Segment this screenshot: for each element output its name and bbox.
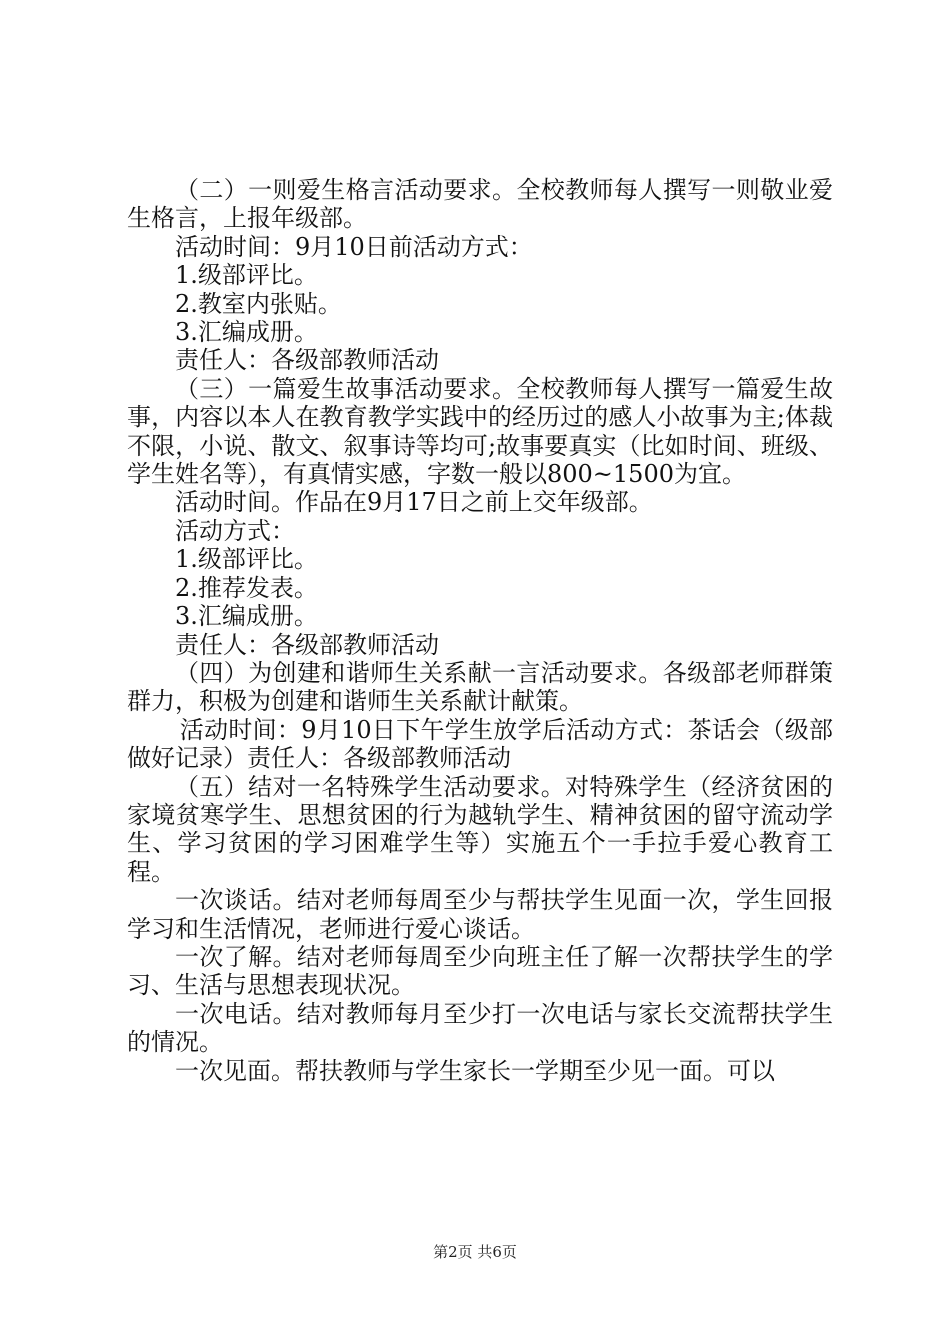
paragraph: 活动时间：9月10日下午学生放学后活动方式：茶话会（级部做好记录）责任人：各级部教师活动 — [127, 715, 833, 773]
paragraph: 3.汇编成册。 — [175, 318, 318, 347]
paragraph: （四）为创建和谐师生关系献一言活动要求。各级部老师群策群力，积极为创建和谐师生关系献计献策。 — [127, 658, 833, 716]
paragraph: （二）一则爱生格言活动要求。全校教师每人撰写一则敬业爱生格言，上报年级部。 — [127, 176, 833, 233]
paragraph: 3.汇编成册。 — [175, 602, 318, 631]
paragraph: 2.教室内张贴。 — [175, 289, 342, 318]
paragraph: 责任人：各级部教师活动 — [175, 630, 439, 659]
paragraph: 活动方式： — [175, 516, 295, 545]
paragraph: 1.级部评比。 — [175, 545, 318, 574]
paragraph: 1.级部评比。 — [175, 261, 318, 290]
paragraph: 2.推荐发表。 — [175, 573, 318, 602]
paragraph: （五）结对一名特殊学生活动要求。对特殊学生（经济贫困的家境贫寒学生、思想贫困的行为越轨学生、精神贫困的留守流动学生、学习贫困的学习困难学生等）实施五个一手拉手爱心教育工程。 — [127, 772, 833, 886]
paragraph: 活动时间：9月10日前活动方式： — [175, 232, 533, 261]
paragraph: 一次见面。帮扶教师与学生家长一学期至少见一面。可以 — [175, 1056, 775, 1085]
paragraph: 一次了解。结对老师每周至少向班主任了解一次帮扶学生的学习、生活与思想表现状况。 — [127, 942, 833, 1000]
paragraph: 一次谈话。结对老师每周至少与帮扶学生见面一次，学生回报学习和生活情况，老师进行爱心谈话。 — [127, 886, 833, 943]
document-body — [127, 176, 833, 1085]
paragraph: 活动时间。作品在9月17日之前上交年级部。 — [175, 488, 653, 517]
page-footer: 第2页 共6页 — [433, 1243, 517, 1261]
paragraph: 责任人：各级部教师活动 — [175, 346, 439, 375]
paragraph: （三）一篇爱生故事活动要求。全校教师每人撰写一篇爱生故事，内容以本人在教育教学实践中的经历过的感人小故事为主;体裁不限，小说、散文、叙事诗等均可;故事要真实（比如时间、班级、学生姓名等），有真情实感，字数一般以800~1500为宜。 — [127, 374, 833, 489]
paragraph: 一次电话。结对教师每月至少打一次电话与家长交流帮扶学生的情况。 — [127, 999, 833, 1057]
